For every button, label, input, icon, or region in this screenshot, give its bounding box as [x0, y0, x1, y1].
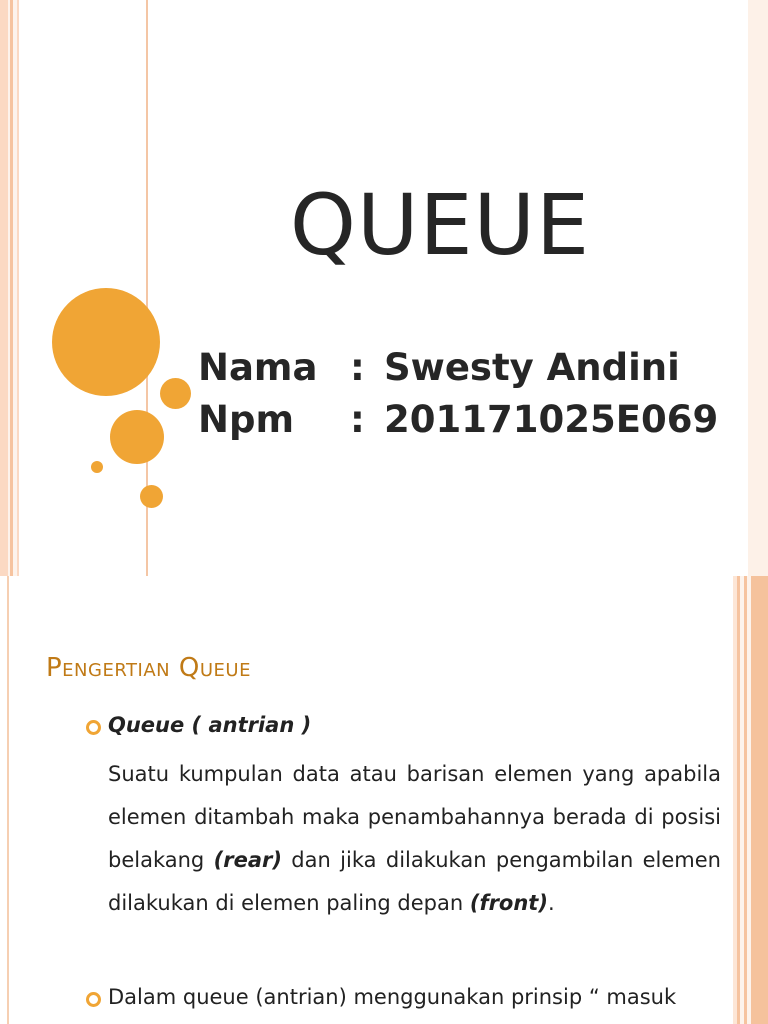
para-text: dan jika dilakukan pengambilan elemen dilakukan di elemen paling depan — [108, 848, 721, 915]
name-value: Swesty Andini — [384, 346, 680, 389]
npm-value: 201171025E069 — [384, 398, 719, 441]
name-label: Nama — [198, 346, 318, 389]
decor-circle-small — [140, 485, 163, 508]
decor-circle-tiny — [91, 461, 103, 473]
left-stripe — [7, 576, 9, 1024]
slide-title: QUEUE — [289, 176, 591, 274]
left-stripe — [0, 0, 8, 576]
npm-separator: : — [350, 398, 365, 441]
definition-slide — [0, 576, 768, 1024]
front-term: (front) — [469, 891, 548, 915]
bullet-icon — [86, 992, 101, 1007]
para-text: Suatu kumpulan data atau barisan elemen yang apabila elemen ditambah maka penambahannya berada di posisi belakang — [108, 762, 721, 872]
right-stripe — [737, 576, 740, 1024]
bullet-principle: Dalam queue (antrian) menggunakan prinsip “ masuk — [108, 985, 677, 1009]
bullet-icon — [86, 720, 101, 735]
right-stripe — [751, 576, 768, 1024]
left-stripe — [10, 0, 13, 576]
decor-circle-medium — [110, 410, 164, 464]
decor-circle-large — [52, 288, 160, 396]
bullet-queue-term: Queue ( antrian ) — [108, 713, 312, 737]
name-row — [198, 343, 680, 393]
name-separator: : — [350, 346, 365, 389]
npm-row — [198, 395, 718, 445]
right-margin — [748, 0, 768, 576]
decor-circle-small — [160, 378, 191, 409]
npm-label: Npm — [198, 398, 295, 441]
slide-heading: Pengertian Queue — [46, 653, 251, 683]
definition-paragraph — [108, 753, 721, 925]
rear-term: (rear) — [213, 848, 282, 872]
para-text: . — [547, 891, 555, 915]
right-stripe — [744, 576, 747, 1024]
slide-panel — [19, 0, 748, 576]
